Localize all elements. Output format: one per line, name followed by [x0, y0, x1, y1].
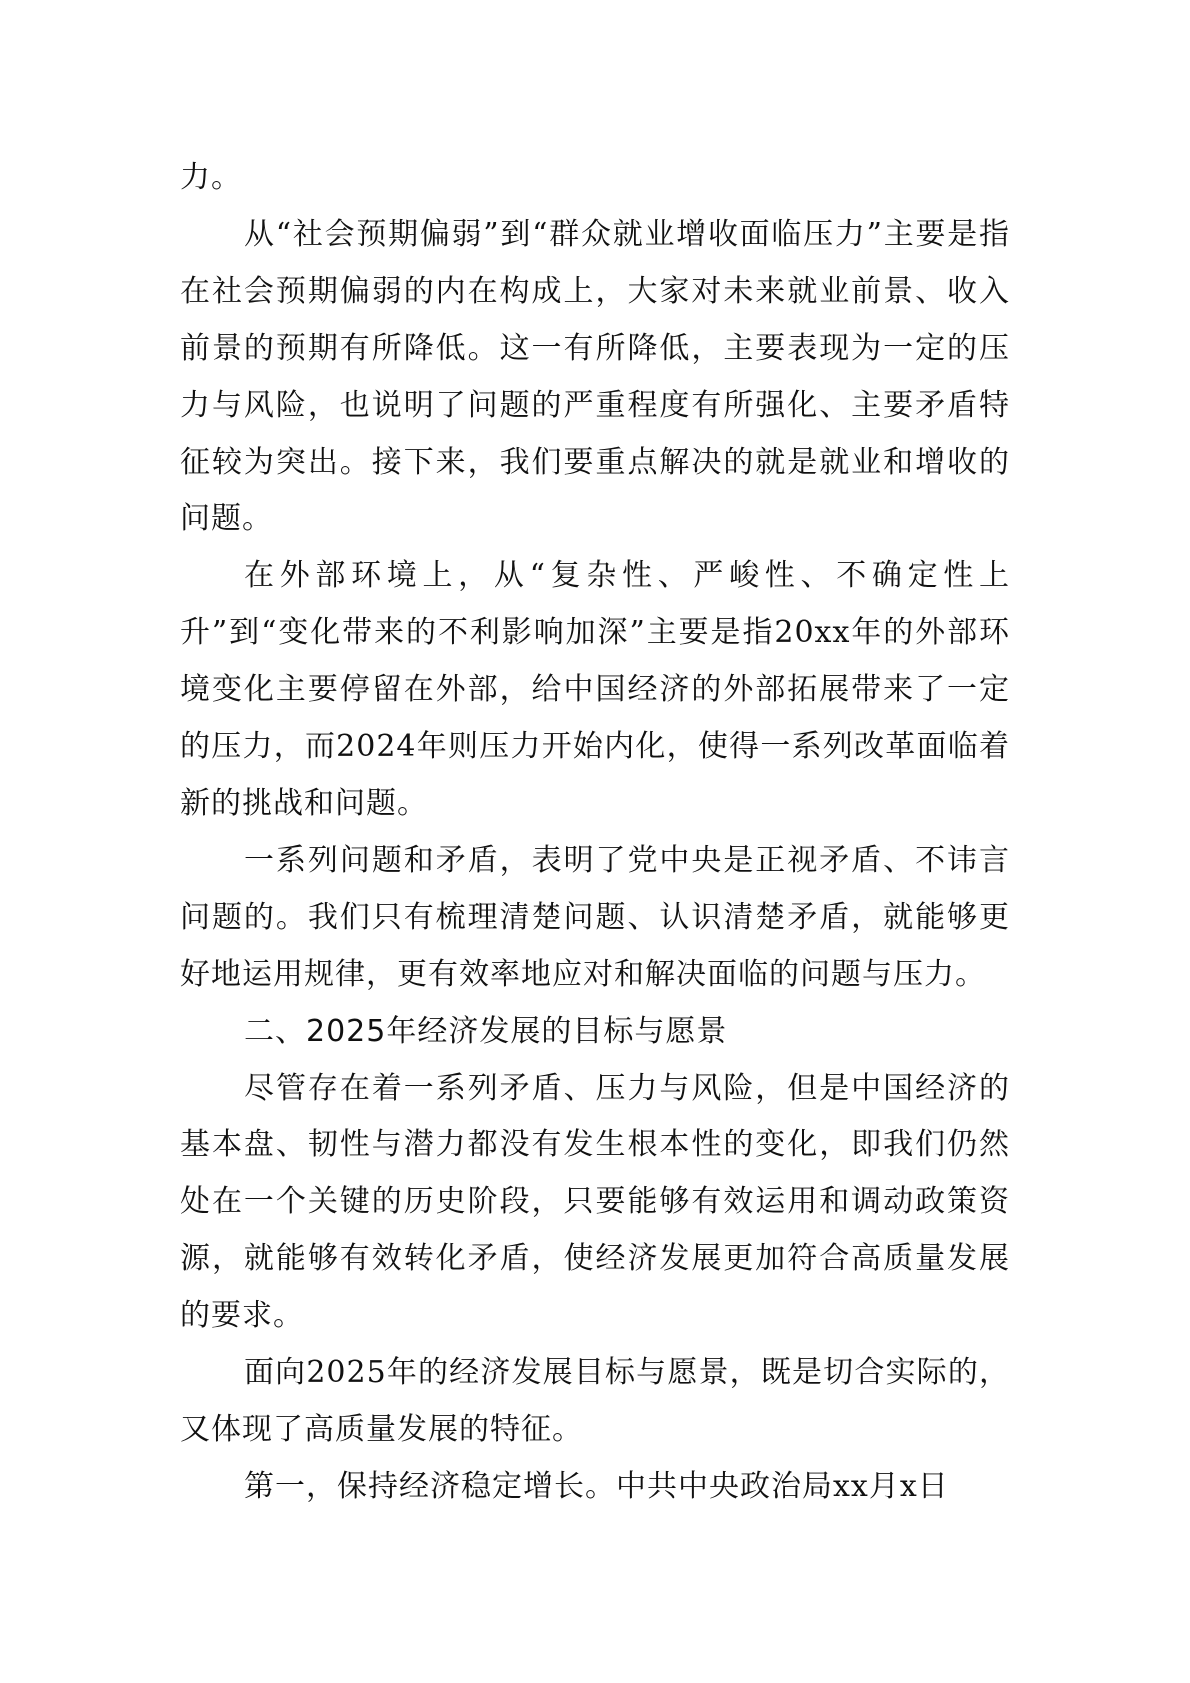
paragraph-economic-fundamentals: 尽管存在着一系列矛盾、压力与风险，但是中国经济的基本盘、韧性与潜力都没有发生根本性的变化，即我们仍然处在一个关键的历史阶段，只要能够有效运用和调动政策资源，就能够有效转化矛盾，使经济发展更加符合高质量发展的要求。: [180, 1070, 1010, 1334]
paragraph-problems-contradictions: 一系列问题和矛盾，表明了党中央是正视矛盾、不讳言问题的。我们只有梳理清楚问题、认识清楚矛盾，就能够更好地运用规律，更有效率地应对和解决面临的问题与压力。: [180, 842, 1010, 992]
paragraph-external-environment: 在外部环境上，从“复杂性、严峻性、不确定性上升”到“变化带来的不利影响加深”主要是指20xx年的外部环境变化主要停留在外部，给中国经济的外部拓展带来了一定的压力，而2024年则压力开始内化，使得一系列改革面临着新的挑战和问题。: [180, 558, 1010, 821]
document-body: [180, 150, 1010, 1516]
section-heading-2025-goals: 二、2025年经济发展的目标与愿景: [244, 1013, 728, 1049]
paragraph-continuation: 力。: [180, 160, 242, 195]
paragraph-first-point: 第一，保持经济稳定增长。中共中央政治局xx月x日: [244, 1468, 949, 1504]
paragraph-social-expectations: 从“社会预期偏弱”到“群众就业增收面临压力”主要是指在社会预期偏弱的内在构成上，大家对未来就业前景、收入前景的预期有所降低。这一有所降低，主要表现为一定的压力与风险，也说明了问题的严重程度有所强化、主要矛盾特征较为突出。接下来，我们要重点解决的就是就业和增收的问题。: [180, 216, 1010, 537]
paragraph-goals-vision: 面向2025年的经济发展目标与愿景，既是切合实际的，又体现了高质量发展的特征。: [180, 1355, 1010, 1447]
